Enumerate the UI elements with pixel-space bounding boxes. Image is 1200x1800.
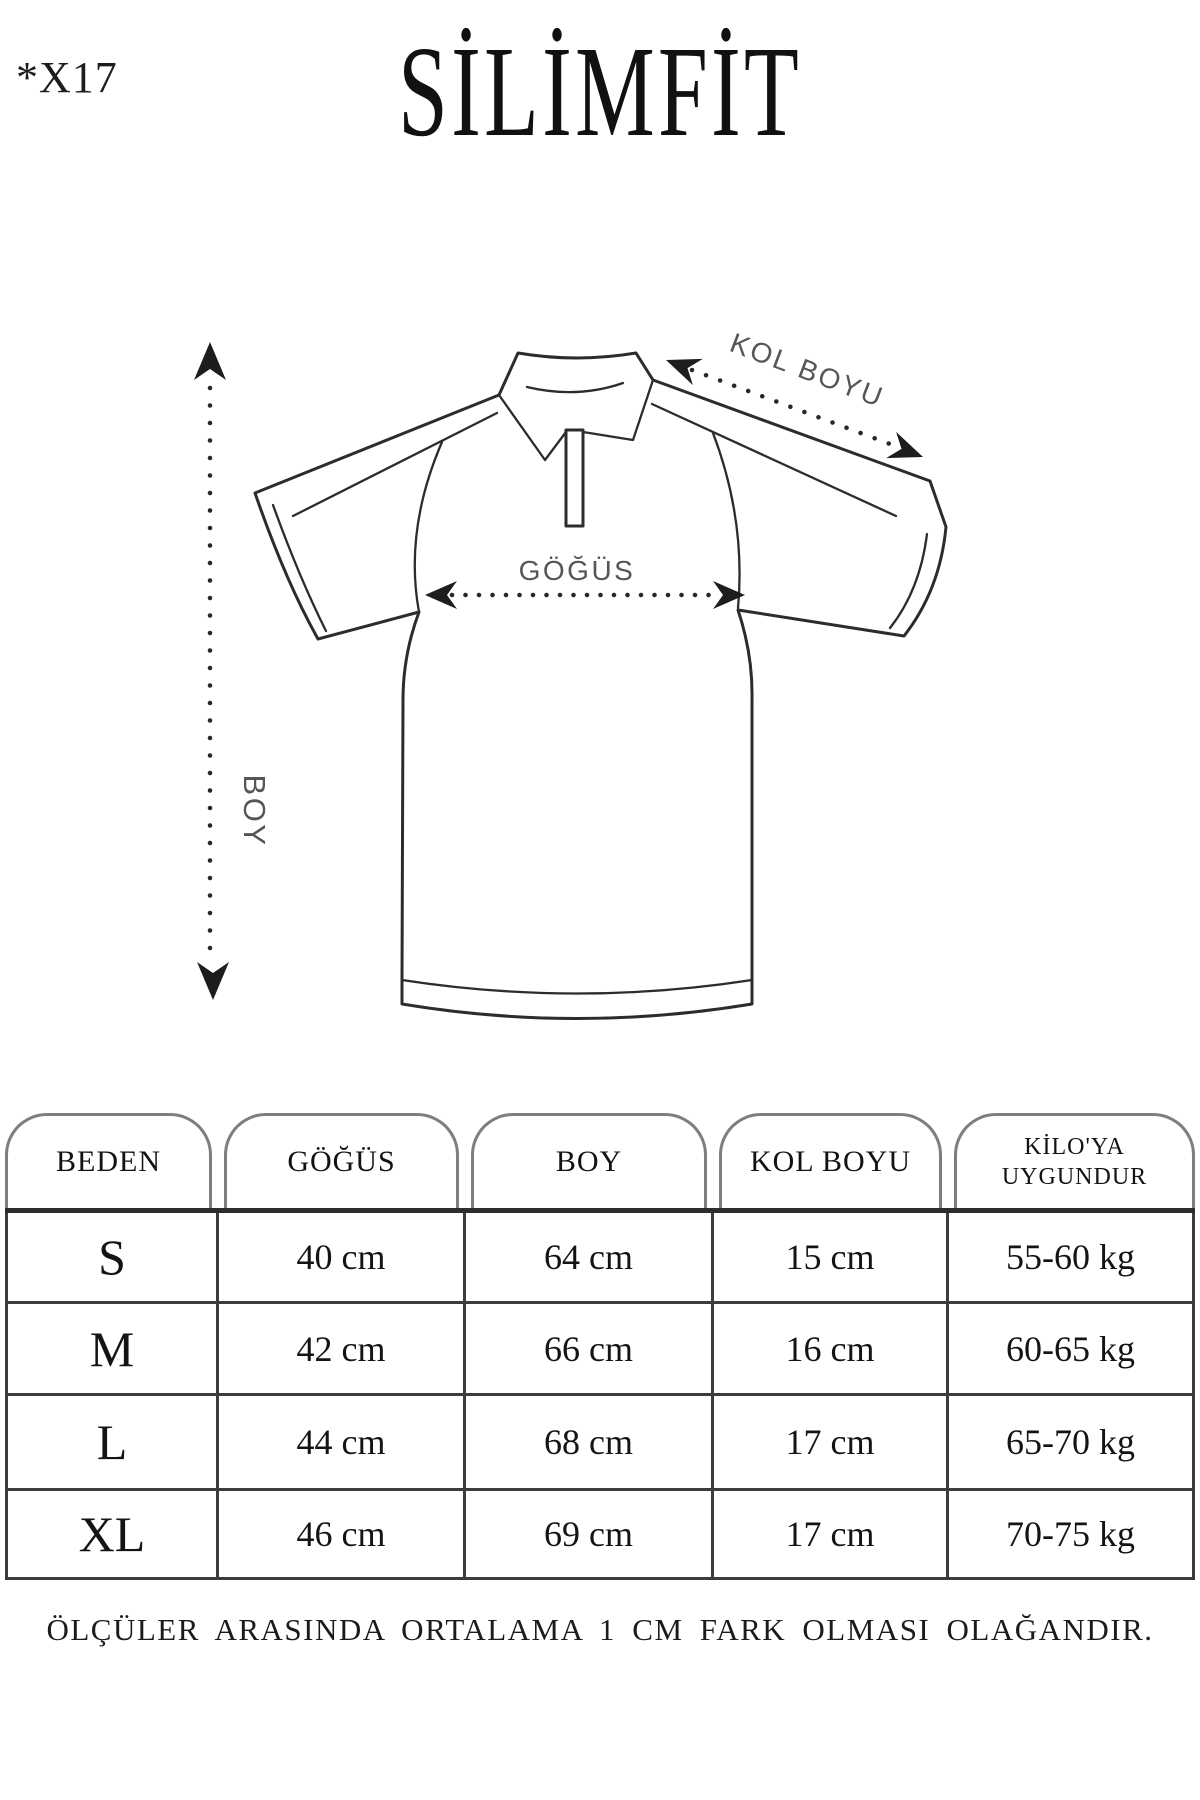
size-cell: XL	[8, 1491, 219, 1580]
header-kol-boyu: KOL BOYU	[719, 1113, 942, 1208]
table-row-l	[8, 1396, 1192, 1491]
table-row-xl	[8, 1491, 1192, 1580]
length-cell: 64 cm	[466, 1213, 714, 1304]
arrow-downright-icon	[886, 432, 928, 470]
shirt-outline	[255, 353, 946, 1019]
measurement-diagram	[140, 280, 1040, 1040]
sleeve-cell: 17 cm	[714, 1491, 949, 1580]
length-cell: 66 cm	[466, 1304, 714, 1396]
header-boy: BOY	[471, 1113, 707, 1208]
chest-cell: 42 cm	[219, 1304, 466, 1396]
length-measure-arrow	[194, 342, 272, 1000]
header-beden: BEDEN	[5, 1113, 212, 1208]
weight-cell: 70-75 kg	[949, 1491, 1192, 1580]
table-row-s	[8, 1213, 1192, 1304]
product-code: *X17	[16, 53, 118, 102]
size-cell: L	[8, 1396, 219, 1491]
chest-label: GÖĞÜS	[518, 555, 636, 586]
header-gogus: GÖĞÜS	[224, 1113, 459, 1208]
polo-shirt-diagram-svg	[140, 280, 1040, 1040]
polo-shirt-drawing	[255, 353, 946, 1019]
tolerance-note: ÖLÇÜLER ARASINDA ORTALAMA 1 CM FARK OLMASI OLAĞANDIR.	[46, 1612, 1154, 1647]
size-table	[5, 1113, 1195, 1580]
sleeve-label: KOL BOYU	[726, 326, 889, 414]
size-cell: M	[8, 1304, 219, 1396]
table-body	[5, 1213, 1195, 1580]
table-header-row	[5, 1113, 1195, 1213]
arrow-upleft-icon	[661, 347, 703, 385]
length-cell: 69 cm	[466, 1491, 714, 1580]
weight-cell: 60-65 kg	[949, 1304, 1192, 1396]
sleeve-cell: 17 cm	[714, 1396, 949, 1491]
arrow-down-icon	[197, 962, 229, 1000]
sleeve-cell: 16 cm	[714, 1304, 949, 1396]
table-row-m	[8, 1304, 1192, 1396]
page-title: SİLİMFİT	[398, 20, 802, 165]
chest-cell: 44 cm	[219, 1396, 466, 1491]
sleeve-cell: 15 cm	[714, 1213, 949, 1304]
arrow-up-icon	[194, 342, 226, 380]
chest-cell: 46 cm	[219, 1491, 466, 1580]
length-label: BOY	[237, 774, 272, 848]
weight-cell: 65-70 kg	[949, 1396, 1192, 1491]
chest-cell: 40 cm	[219, 1213, 466, 1304]
length-cell: 68 cm	[466, 1396, 714, 1491]
placket	[566, 430, 583, 526]
weight-cell: 55-60 kg	[949, 1213, 1192, 1304]
size-cell: S	[8, 1213, 219, 1304]
header-kiloya-uygundur: KİLO'YA UYGUNDUR	[954, 1113, 1195, 1208]
